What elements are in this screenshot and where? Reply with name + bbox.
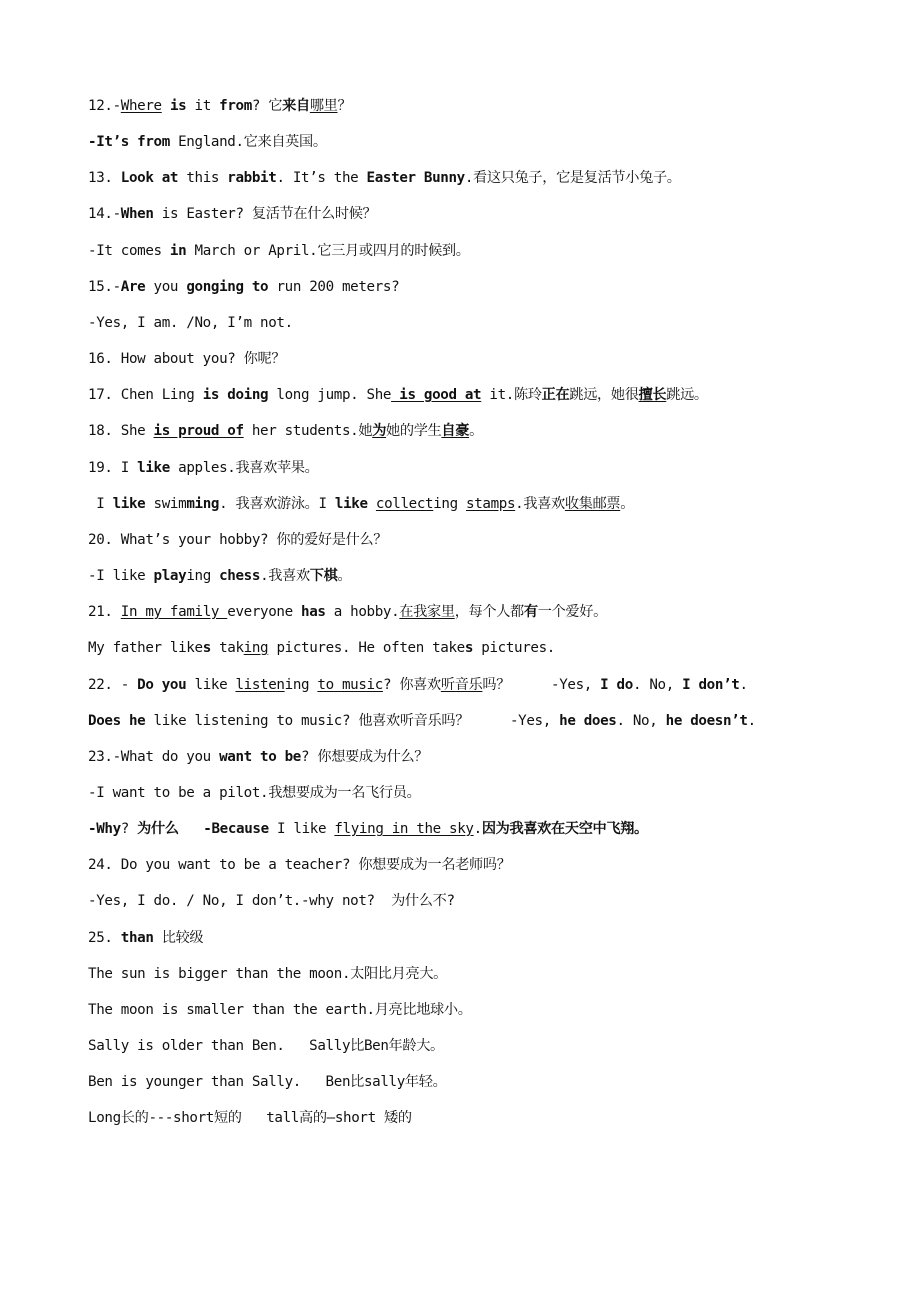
text-run: you — [145, 279, 187, 295]
text-run: The sun is bigger than the moon.太阳比月亮大。 — [88, 966, 447, 982]
emphasized-text-run: play — [153, 568, 187, 584]
text-run: swim — [145, 496, 187, 512]
text-run: 。 — [337, 568, 352, 584]
text-run: -I like — [88, 568, 154, 584]
emphasized-text-run: In my family — [120, 604, 228, 620]
text-run: pictures. — [473, 640, 555, 656]
emphasized-text-run: listen — [235, 677, 285, 693]
sentence-line — [88, 999, 880, 1021]
sentence-line — [88, 818, 880, 840]
text-run: 比较级 — [153, 930, 204, 946]
sentence-line — [88, 276, 880, 298]
sentence-line — [88, 927, 880, 949]
sentence-line — [88, 312, 880, 334]
text-run: is Easter? 复活节在什么时候？ — [153, 206, 377, 222]
text-run: 16. How about you? 你呢？ — [88, 351, 286, 367]
text-run — [179, 821, 204, 837]
text-run: ing — [433, 496, 467, 512]
sentence-line — [88, 203, 880, 225]
emphasized-text-run: like — [112, 496, 146, 512]
sentence-line — [88, 420, 880, 442]
sentence-line — [88, 348, 880, 370]
text-run: 15.- — [88, 279, 121, 295]
text-run: it — [186, 98, 220, 114]
text-run: ，每个人都 — [454, 604, 524, 620]
text-run — [162, 98, 170, 114]
text-run: . No, — [616, 713, 666, 729]
text-run: 一个爱好。 — [537, 604, 607, 620]
sentence-line — [88, 131, 880, 153]
sentence-line — [88, 95, 880, 117]
text-run: a hobby. — [325, 604, 400, 620]
text-run: . — [747, 713, 756, 729]
emphasized-text-run: -Because — [203, 821, 269, 837]
text-run: run 200 meters? — [268, 279, 400, 295]
text-run: 跳远，她很 — [569, 387, 639, 403]
text-run: Ben is younger than Sally. Ben比sally年轻。 — [88, 1074, 447, 1090]
emphasized-text-run: like — [137, 460, 170, 476]
emphasized-text-run: flying in the sky — [334, 821, 474, 837]
emphasized-text-run: chess — [219, 568, 261, 584]
emphasized-text-run: want to be — [219, 749, 301, 765]
text-run: ? 它 — [251, 98, 283, 114]
emphasized-text-run: from — [219, 98, 252, 114]
text-run: like listening to music? 他喜欢听音乐吗？ -Yes, — [145, 713, 560, 729]
emphasized-text-run: Easter Bunny — [366, 170, 465, 186]
text-run: her students.她 — [243, 423, 373, 439]
text-run: 跳远。 — [666, 387, 708, 403]
text-run: ? — [120, 821, 138, 837]
sentence-line — [88, 457, 880, 479]
sentence-line — [88, 1107, 880, 1129]
text-run: ing — [186, 568, 220, 584]
text-run: ？ — [337, 98, 352, 114]
text-run: apples.我喜欢苹果。 — [169, 460, 319, 476]
sentence-line — [88, 240, 880, 262]
emphasized-text-run: -It’s from — [88, 134, 170, 150]
text-run: ? 你喜欢 — [382, 677, 441, 693]
text-run: . 我喜欢游泳。I — [219, 496, 335, 512]
text-run: 25. — [88, 930, 121, 946]
text-run: 22. - — [88, 677, 138, 693]
emphasized-text-run: 自豪 — [441, 423, 470, 439]
text-run: ing — [284, 677, 318, 693]
text-run: 17. Chen Ling — [88, 387, 203, 403]
sentence-line — [88, 1071, 880, 1093]
text-run: .看这只兔子，它是复活节小兔子。 — [464, 170, 681, 186]
emphasized-text-run: Does he — [88, 713, 146, 729]
text-run: . — [739, 677, 748, 693]
emphasized-text-run: 下棋 — [309, 568, 338, 584]
emphasized-text-run: stamps — [466, 496, 516, 512]
emphasized-text-run: I do — [600, 677, 633, 693]
emphasized-text-run: he doesn’t — [665, 713, 748, 729]
text-run: 吗？ -Yes, — [482, 677, 601, 693]
sentence-line — [88, 674, 880, 696]
emphasized-text-run: like — [334, 496, 368, 512]
text-run: everyone — [227, 604, 302, 620]
text-run: My father like — [88, 640, 203, 656]
sentence-line — [88, 565, 880, 587]
sentence-line — [88, 746, 880, 768]
text-run: March or April.它三月或四月的时候到。 — [186, 243, 470, 259]
emphasized-text-run: When — [120, 206, 154, 222]
sentence-line — [88, 854, 880, 876]
emphasized-text-run: is — [169, 98, 187, 114]
text-run: .我喜欢 — [260, 568, 310, 584]
text-run: -It comes — [88, 243, 170, 259]
emphasized-text-run: Do you — [137, 677, 187, 693]
emphasized-text-run: is good at — [391, 387, 482, 403]
sentence-line — [88, 493, 880, 515]
text-run: .我喜欢 — [515, 496, 565, 512]
sentence-line — [88, 637, 880, 659]
text-run: 13. — [88, 170, 121, 186]
emphasized-text-run: is proud of — [153, 423, 244, 439]
emphasized-text-run: ming — [186, 496, 220, 512]
text-run: pictures. He often take — [268, 640, 465, 656]
text-run: 20. What’s your hobby? 你的爱好是什么？ — [88, 532, 388, 548]
emphasized-text-run: 因为我喜欢在天空中飞翔。 — [481, 821, 648, 837]
text-run: ? 你想要成为什么？ — [301, 749, 429, 765]
emphasized-text-run: than — [120, 930, 154, 946]
text-run: 。 — [620, 496, 635, 512]
text-run: England.它来自英国。 — [169, 134, 327, 150]
text-run: tak — [210, 640, 244, 656]
emphasized-text-run: 正在 — [541, 387, 570, 403]
emphasized-text-run: 收集邮票 — [564, 496, 621, 512]
text-run: 12.- — [88, 98, 121, 114]
sentence-line — [88, 1035, 880, 1057]
emphasized-text-run: -Why — [88, 821, 121, 837]
emphasized-text-run: 有 — [523, 604, 538, 620]
text-run: 。 — [469, 423, 483, 439]
sentence-line — [88, 710, 880, 732]
text-run: 24. Do you want to be a teacher? 你想要成为一名老师吗？ — [88, 857, 511, 873]
emphasized-text-run: ing — [243, 640, 269, 656]
text-run: 18. She — [88, 423, 154, 439]
text-run: 21. — [88, 604, 121, 620]
text-run: The moon is smaller than the earth.月亮比地球小。 — [88, 1002, 472, 1018]
sentence-line — [88, 384, 880, 406]
emphasized-text-run: 哪里 — [309, 98, 338, 114]
sentence-line — [88, 963, 880, 985]
emphasized-text-run: Where — [120, 98, 162, 114]
text-run: 她的学生 — [386, 423, 442, 439]
emphasized-text-run: has — [301, 604, 326, 620]
text-run: Long长的---short短的 tall高的—short 矮的 — [88, 1110, 412, 1126]
sentence-line — [88, 782, 880, 804]
emphasized-text-run: 听音乐 — [440, 677, 483, 693]
emphasized-text-run: to music — [317, 677, 383, 693]
sentence-line — [88, 890, 880, 912]
emphasized-text-run: I don’t — [682, 677, 740, 693]
text-run: -Yes, I do. / No, I don’t.-why not? 为什么不? — [88, 893, 455, 909]
text-run: 19. I — [88, 460, 138, 476]
emphasized-text-run: collect — [375, 496, 434, 512]
text-run: . — [473, 821, 482, 837]
sentence-line — [88, 601, 880, 623]
emphasized-text-run: s — [464, 640, 474, 656]
text-run: long jump. She — [268, 387, 392, 403]
emphasized-text-run: 擅长 — [638, 387, 667, 403]
emphasized-text-run: 为 — [372, 423, 387, 439]
emphasized-text-run: Look at — [120, 170, 179, 186]
text-run: . No, — [632, 677, 683, 693]
emphasized-text-run: s — [202, 640, 211, 656]
emphasized-text-run: in — [169, 243, 187, 259]
text-run: Sally is older than Ben. Sally比Ben年龄大。 — [88, 1038, 444, 1054]
sentence-line — [88, 529, 880, 551]
text-run: it.陈玲 — [481, 387, 542, 403]
text-run: -Yes, I am. /No, I’m not. — [88, 315, 293, 331]
text-run: 23.-What do you — [88, 749, 220, 765]
text-run: this — [178, 170, 228, 186]
text-run — [368, 496, 376, 512]
emphasized-text-run: 来自 — [282, 98, 310, 114]
sentence-line — [88, 167, 880, 189]
emphasized-text-run: rabbit — [227, 170, 277, 186]
text-run: I — [88, 496, 113, 512]
emphasized-text-run: 在我家里 — [399, 604, 455, 620]
emphasized-text-run: gonging to — [186, 279, 269, 295]
emphasized-text-run: is doing — [202, 387, 269, 403]
text-run: I like — [268, 821, 335, 837]
text-run: -I want to be a pilot.我想要成为一名飞行员。 — [88, 785, 421, 801]
emphasized-text-run: 为什么 — [137, 821, 179, 837]
text-run: . It’s the — [276, 170, 367, 186]
text-run: 14.- — [88, 206, 121, 222]
emphasized-text-run: Are — [120, 279, 146, 295]
emphasized-text-run: he does — [559, 713, 617, 729]
text-run: like — [186, 677, 236, 693]
